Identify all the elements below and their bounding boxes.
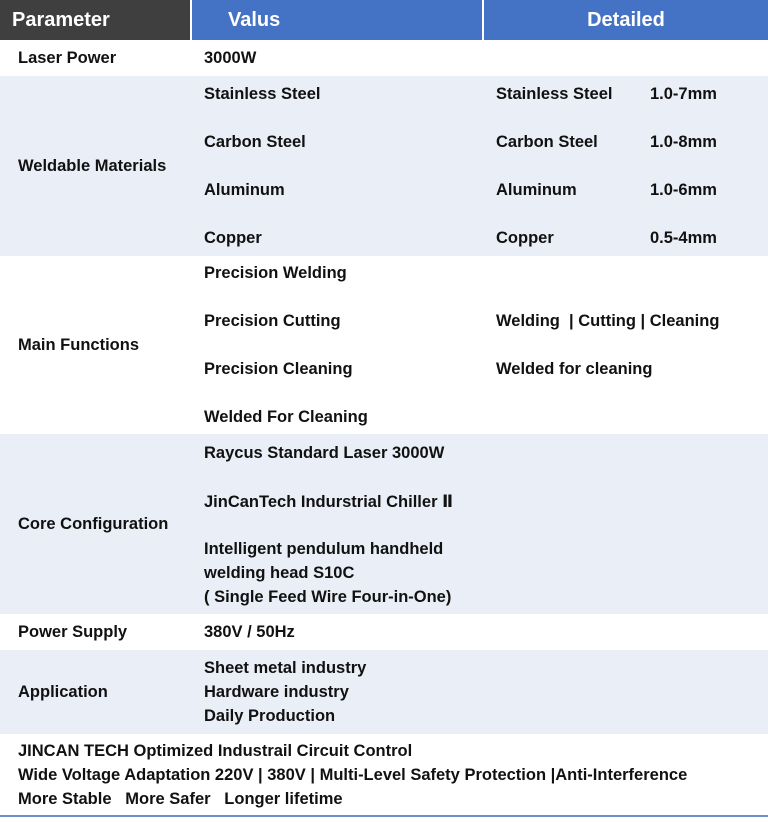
material-thickness: 1.0-6mm — [650, 181, 717, 199]
material-thickness: 0.5-4mm — [650, 229, 717, 247]
row-weldable-materials — [0, 76, 768, 256]
function-value: Welded For Cleaning — [204, 408, 368, 426]
core-value: JinCanTech Indurstrial Chiller Ⅱ — [204, 493, 453, 511]
header-detailed: Detailed — [484, 0, 768, 40]
material-detail-name: Carbon Steel — [496, 133, 598, 151]
material-detail-name: Copper — [496, 229, 554, 247]
function-detail: Welding | Cutting | Cleaning — [496, 312, 720, 330]
function-value: Precision Cutting — [204, 312, 341, 330]
footer-line: JINCAN TECH Optimized Industrail Circuit Control — [18, 742, 413, 760]
row-application — [0, 650, 768, 734]
material-thickness: 1.0-7mm — [650, 85, 717, 103]
laser-power-value: 3000W — [204, 49, 257, 67]
core-value: Raycus Standard Laser 3000W — [204, 444, 445, 462]
material-value: Copper — [204, 229, 262, 247]
row-main-functions — [0, 256, 768, 434]
function-value: Precision Welding — [204, 264, 347, 282]
row-laser-power — [0, 40, 768, 76]
function-value: Precision Cleaning — [204, 360, 353, 378]
core-configuration-label: Core Configuration — [18, 515, 169, 533]
function-detail: Welded for cleaning — [496, 360, 653, 378]
main-functions-label: Main Functions — [18, 336, 139, 354]
row-core-configuration — [0, 434, 768, 614]
core-value: Intelligent pendulum handheld — [204, 540, 444, 558]
laser-power-label: Laser Power — [18, 49, 117, 67]
material-value: Aluminum — [204, 181, 285, 199]
material-value: Stainless Steel — [204, 85, 321, 103]
bottom-divider — [0, 815, 768, 817]
application-value: Daily Production — [204, 707, 336, 725]
material-thickness: 1.0-8mm — [650, 133, 717, 151]
material-detail-name: Aluminum — [496, 181, 577, 199]
header-parameter: Parameter — [0, 0, 190, 40]
header-valus: Valus — [192, 0, 482, 40]
material-value: Carbon Steel — [204, 133, 306, 151]
application-value: Sheet metal industry — [204, 659, 367, 677]
footer-line: More Stable More Safer Longer lifetime — [18, 790, 343, 808]
material-detail-name: Stainless Steel — [496, 85, 613, 103]
weldable-materials-label: Weldable Materials — [18, 157, 167, 175]
power-supply-value: 380V / 50Hz — [204, 623, 295, 641]
application-label: Application — [18, 683, 108, 701]
application-value: Hardware industry — [204, 683, 349, 701]
core-value: welding head S10C — [204, 564, 355, 582]
footer-line: Wide Voltage Adaptation 220V | 380V | Multi-Level Safety Protection |Anti-Interference — [18, 766, 688, 784]
core-value: ( Single Feed Wire Four-in-One) — [204, 588, 452, 606]
power-supply-label: Power Supply — [18, 623, 128, 641]
row-power-supply — [0, 614, 768, 650]
